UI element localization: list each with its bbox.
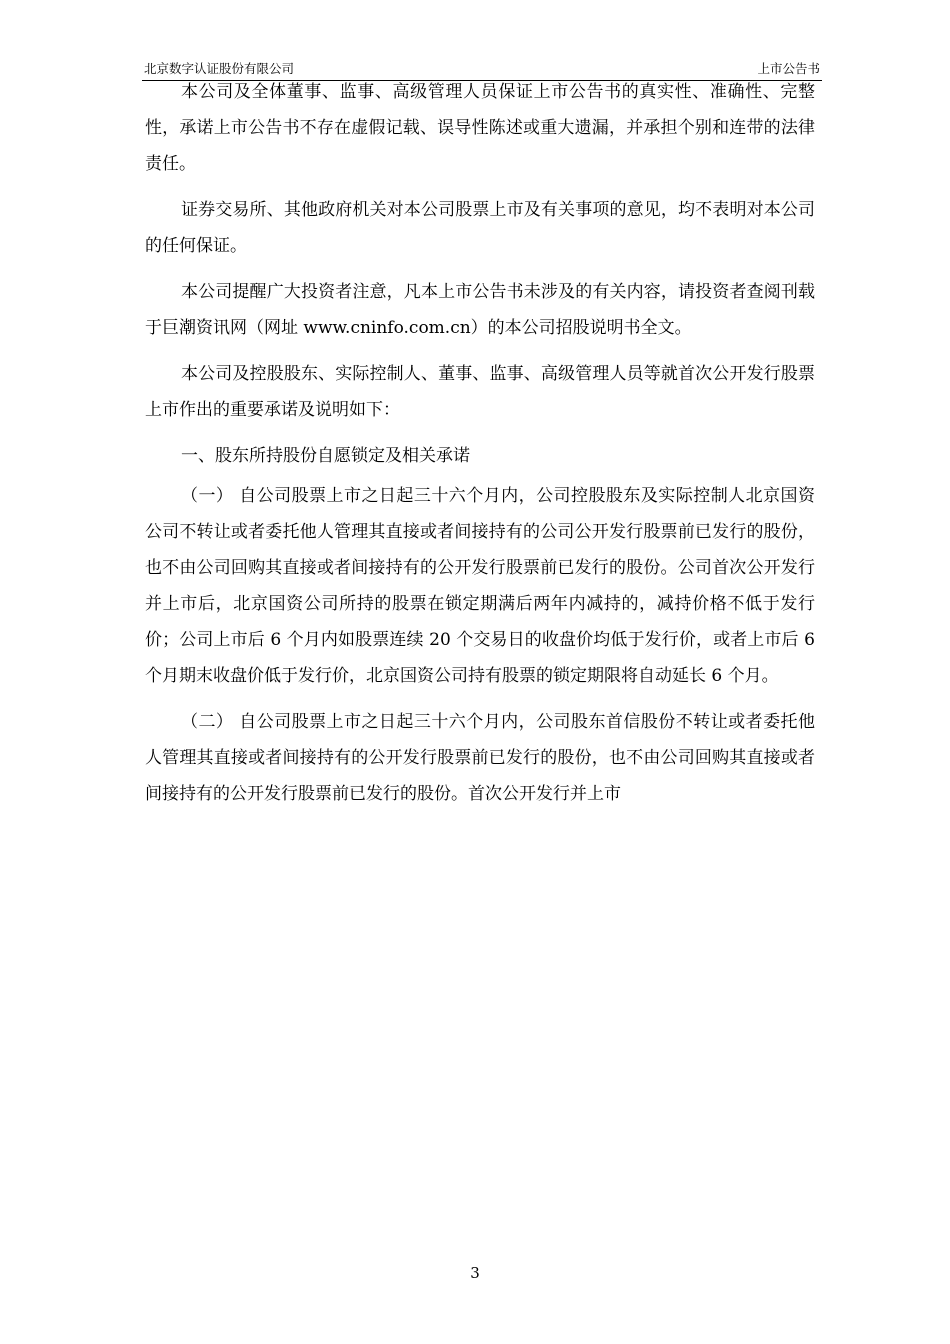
header-document-type: 上市公告书 — [757, 61, 820, 76]
list-item-commitment-1: （一） 自公司股票上市之日起三十六个月内，公司控股股东及实际控制人北京国资公司不转让或者委托他人管理其直接或者间接持有的公司公开发行股票前已发行的股份，也不由公司回购其直接或者间接持有的公开发行股票前已发行的股份。公司首次公开发行并上市后，北京国资公司所持的股票在锁定期满后两年内减持的，减持价格不低于发行价；公司上市后 6 个月内如股票连续 20 个交易日的收盘价均低于发行价，或者上市后 6 个月期末收盘价低于发行价，北京国资公司持有股票的锁定期限将自动延长 6 个月。 — [145, 486, 815, 686]
paragraph-investor-notice: 本公司提醒广大投资者注意，凡本上市公告书未涉及的有关内容，请投资者查阅刊载于巨潮资讯网（网址 www.cninfo.com.cn）的本公司招股说明书全文。 — [145, 282, 815, 338]
paragraph-responsibility-statement: 本公司及全体董事、监事、高级管理人员保证上市公告书的真实性、准确性、完整性，承诺上市公告书不存在虚假记载、误导性陈述或重大遗漏，并承担个别和连带的法律责任。 — [145, 82, 815, 174]
paragraph-commitments-intro: 本公司及控股股东、实际控制人、董事、监事、高级管理人员等就首次公开发行股票上市作出的重要承诺及说明如下： — [145, 364, 815, 420]
paragraph-regulator-disclaimer: 证券交易所、其他政府机关对本公司股票上市及有关事项的意见，均不表明对本公司的任何保证。 — [145, 200, 815, 256]
list-item-commitment-2: （二） 自公司股票上市之日起三十六个月内，公司股东首信股份不转让或者委托他人管理其直接或者间接持有的公开发行股票前已发行的股份，也不由公司回购其直接或者间接持有的公开发行股票前已发行的股份。首次公开发行并上市 — [145, 712, 815, 804]
document-body — [145, 74, 815, 814]
page-number: 3 — [470, 1264, 480, 1282]
section-heading-share-lockup: 一、股东所持股份自愿锁定及相关承诺 — [181, 446, 470, 466]
header-company-name: 北京数字认证股份有限公司 — [144, 61, 295, 76]
